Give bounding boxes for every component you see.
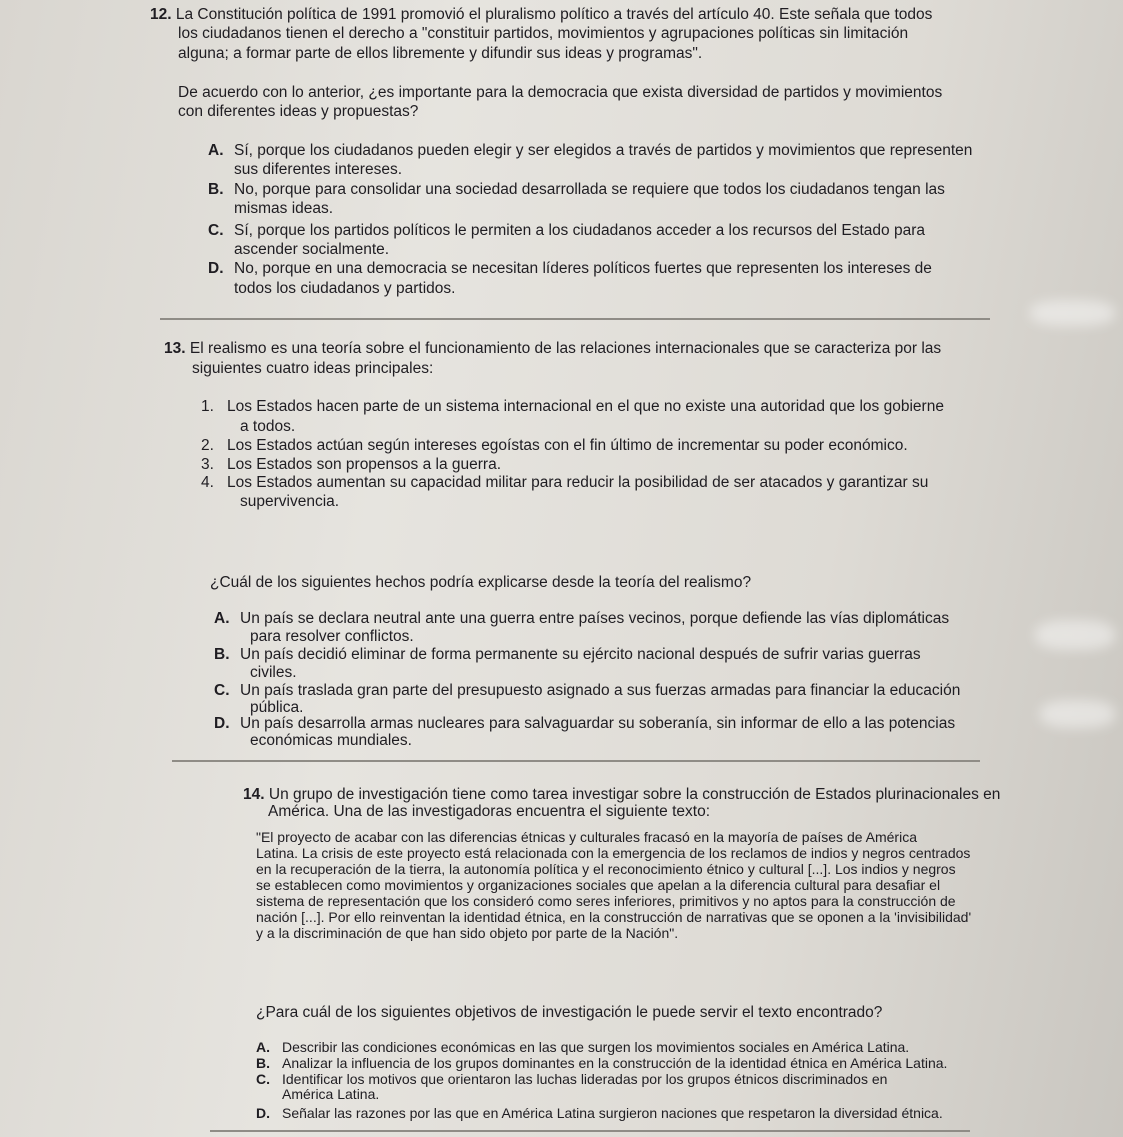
option-text: América Latina. <box>282 1086 380 1102</box>
screen-glare <box>1030 300 1115 326</box>
idea-text: Los Estados aumentan su capacidad militar para reducir la posibilidad de ser atacados y garantizar su <box>227 474 929 491</box>
stem-text: La Constitución política de 1991 promovió el pluralismo político a través del artículo 40. Este señala que todos <box>175 6 933 23</box>
screen-glare <box>1040 700 1115 728</box>
q12-option-b[interactable] <box>208 181 945 199</box>
idea-number: 2. <box>201 437 214 454</box>
option-letter: B. <box>214 646 230 663</box>
idea-item <box>201 456 501 474</box>
q13-option-c[interactable] <box>214 682 960 700</box>
option-text: Describir las condiciones económicas en las que surgen los movimientos sociales en América Latina. <box>282 1039 910 1055</box>
q12-question-line: con diferentes ideas y propuestas? <box>178 103 419 120</box>
q12-option-a[interactable] <box>208 142 972 160</box>
option-letter: B. <box>208 181 224 198</box>
option-text: ascender socialmente. <box>234 241 390 258</box>
option-text: No, porque para consolidar una sociedad desarrollada se requiere que todos los ciudadanos tengan las <box>234 181 945 198</box>
option-text: para resolver conflictos. <box>250 628 414 645</box>
option-text: económicas mundiales. <box>250 732 412 749</box>
q14-option-a[interactable] <box>256 1040 909 1055</box>
option-letter: A. <box>214 610 230 627</box>
option-letter: D. <box>214 715 230 732</box>
q12-stem-line: los ciudadanos tienen el derecho a "constituir partidos, movimientos y agrupaciones políticas sin limitación <box>178 25 909 42</box>
q13-option-a[interactable] <box>214 610 949 628</box>
idea-item <box>201 398 944 416</box>
option-letter: C. <box>214 682 230 699</box>
q13-option-b[interactable] <box>214 646 921 664</box>
q12-option-d[interactable] <box>208 260 932 278</box>
option-text: Identificar los motivos que orientaron las luchas lideradas por los grupos étnicos discriminados en <box>282 1071 888 1087</box>
q12-stem-line: alguna; a formar parte de ellos libremente y difundir sus ideas y programas". <box>178 45 703 62</box>
option-text: Analizar la influencia de los grupos dominantes en la construcción de la identidad étnica en América Latina. <box>282 1055 948 1071</box>
screen-glare <box>1035 620 1115 650</box>
q13-question: ¿Cuál de los siguientes hechos podría explicarse desde la teoría del realismo? <box>210 574 752 591</box>
option-text: civiles. <box>250 664 297 681</box>
q13-stem-line <box>164 340 941 358</box>
option-text: mismas ideas. <box>234 200 334 217</box>
q12-stem-line <box>150 6 932 24</box>
q14-option-d[interactable] <box>256 1106 943 1121</box>
idea-text: supervivencia. <box>240 493 340 510</box>
option-letter: A. <box>208 142 224 159</box>
q14-option-c[interactable] <box>256 1072 887 1087</box>
quote-line: sistema de representación que los consideró como seres inferiores, primitivos y no aptos para la construcción de <box>256 893 956 909</box>
question-number: 13. <box>164 340 186 357</box>
option-text: pública. <box>250 699 304 716</box>
option-text: Un país traslada gran parte del presupuesto asignado a sus fuerzas armadas para financiar la educación <box>240 682 961 699</box>
option-text: Un país se declara neutral ante una guerra entre países vecinos, porque defiende las vías diplomáticas <box>240 610 950 627</box>
option-letter: D. <box>208 260 224 277</box>
option-text: Un país decidió eliminar de forma permanente su ejército nacional después de sufrir varias guerras <box>240 646 921 663</box>
option-text: Sí, porque los ciudadanos pueden elegir y ser elegidos a través de partidos y movimientos que representen <box>234 142 973 159</box>
idea-text: Los Estados actúan según intereses egoístas con el fin último de incrementar su poder económico. <box>227 437 908 454</box>
q14-stem-line: América. Una de las investigadoras encuentra el siguiente texto: <box>268 803 710 820</box>
option-letter: A. <box>256 1039 270 1055</box>
q13-option-d[interactable] <box>214 715 955 733</box>
option-text: todos los ciudadanos y partidos. <box>234 280 456 297</box>
question-number: 12. <box>150 6 172 23</box>
stem-text: Un grupo de investigación tiene como tarea investigar sobre la construcción de Estados plurinacionales en <box>268 786 1001 803</box>
option-letter: B. <box>256 1055 270 1071</box>
section-divider <box>172 760 980 762</box>
q14-option-b[interactable] <box>256 1056 947 1071</box>
option-letter: C. <box>208 222 224 239</box>
quote-line: "El proyecto de acabar con las diferencias étnicas y culturales fracasó en la mayoría de países de América <box>256 829 917 845</box>
section-divider <box>210 1130 970 1132</box>
option-text: No, porque en una democracia se necesitan líderes políticos fuertes que representen los intereses de <box>234 260 932 277</box>
idea-number: 4. <box>201 474 214 491</box>
option-text: Señalar las razones por las que en América Latina surgieron naciones que respetaron la diversidad étnica. <box>282 1105 943 1121</box>
idea-text: Los Estados hacen parte de un sistema internacional en el que no existe una autoridad que los gobierne <box>227 398 944 415</box>
q14-stem-line <box>243 786 1000 804</box>
idea-item <box>201 437 908 455</box>
q12-option-c[interactable] <box>208 222 925 240</box>
section-divider <box>160 318 990 320</box>
q12-question-line: De acuerdo con lo anterior, ¿es importante para la democracia que exista diversidad de partidos y movimientos <box>178 84 943 101</box>
quote-line: Latina. La crisis de este proyecto está relacionada con la emergencia de los reclamos de indios y negros centrados <box>256 845 971 861</box>
idea-number: 3. <box>201 456 214 473</box>
quote-line: en la recuperación de la tierra, la autonomía política y el reconocimiento étnico y cultural [...]. Los indios y negros <box>256 861 956 877</box>
quote-line: nación [...]. Por ello reinventan la identidad étnica, en la construcción de narrativas que se oponen a la 'invisibilidad' <box>256 909 972 925</box>
q14-question: ¿Para cuál de los siguientes objetivos de investigación le puede servir el texto encontrado? <box>256 1004 883 1021</box>
q13-stem-line: siguientes cuatro ideas principales: <box>192 360 434 377</box>
stem-text: El realismo es una teoría sobre el funcionamiento de las relaciones internacionales que se caracteriza por las <box>189 340 942 357</box>
question-number: 14. <box>243 786 265 803</box>
quote-line: y a la discriminación de que han sido objeto por parte de la Nación". <box>256 925 679 941</box>
option-letter: C. <box>256 1071 270 1087</box>
idea-number: 1. <box>201 398 214 415</box>
idea-text: a todos. <box>240 418 296 435</box>
option-text: Sí, porque los partidos políticos le permiten a los ciudadanos acceder a los recursos del Estado para <box>234 222 925 239</box>
option-text: sus diferentes intereses. <box>234 161 403 178</box>
idea-item <box>201 474 928 492</box>
option-text: Un país desarrolla armas nucleares para salvaguardar su soberanía, sin informar de ello a las potencias <box>240 715 956 732</box>
option-letter: D. <box>256 1105 270 1121</box>
quote-line: se establecen como movimientos y organizaciones sociales que apelan a la diferencia cultural para desafiar el <box>256 877 941 893</box>
idea-text: Los Estados son propensos a la guerra. <box>227 456 502 473</box>
